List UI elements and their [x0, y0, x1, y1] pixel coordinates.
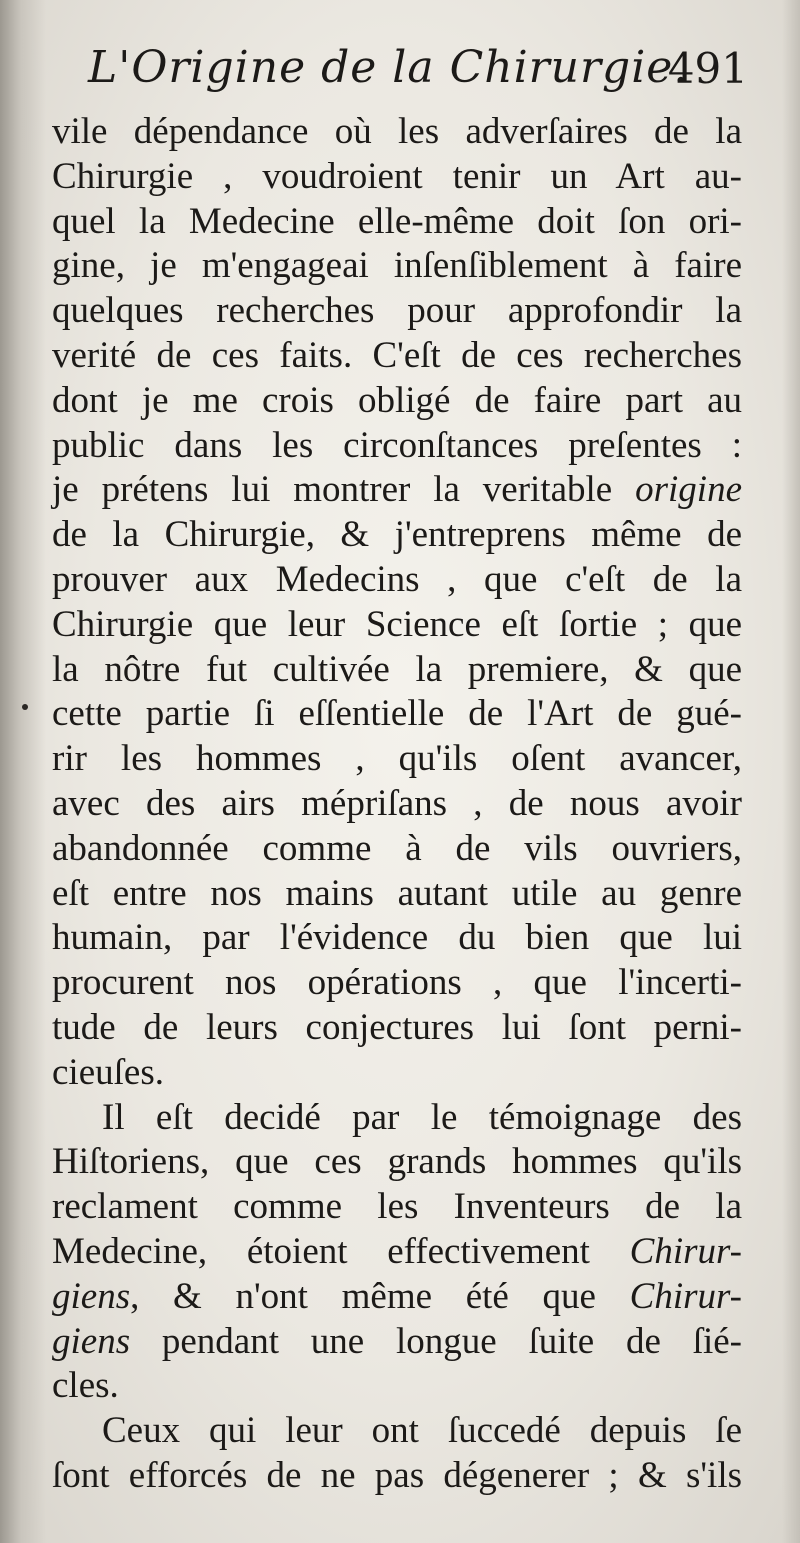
text-line: humain, par l'évidence du bien que lui	[52, 917, 742, 959]
text-line: reclament comme les Inventeurs de la	[52, 1186, 742, 1228]
text-line: Chirurgie , voudroient tenir un Art au-	[52, 155, 742, 197]
margin-dot	[22, 704, 28, 710]
italic-word: giens	[52, 1320, 131, 1362]
text-line: cieuſes.	[52, 1051, 164, 1093]
text-line: procurent nos opérations , que l'incerti-	[52, 962, 742, 1004]
italic-word: Chirur-	[629, 1230, 742, 1272]
text-run: , & n'ont même été que	[130, 1275, 630, 1317]
text-line: verité de ces faits. C'eſt de ces recherches	[52, 334, 742, 376]
page-number: 491	[667, 44, 748, 93]
text-line: cette partie ſi eſſentielle de l'Art de gué-	[52, 693, 742, 735]
text-line: de la Chirurgie, & j'entreprens même de	[52, 514, 742, 556]
text-line: gine, je m'engageai inſenſiblement à faire	[52, 245, 742, 287]
text-line	[52, 1320, 742, 1365]
page-header	[88, 42, 748, 112]
text-line: cles.	[52, 1365, 119, 1407]
italic-word: giens	[52, 1275, 131, 1317]
text-line: quel la Medecine elle-même doit ſon ori-	[52, 200, 742, 242]
text-line: quelques recherches pour approfondir la	[52, 290, 742, 332]
text-line: eſt entre nos mains autant utile au genre	[52, 872, 742, 914]
text-line	[52, 1275, 742, 1320]
text-line: tude de leurs conjectures lui ſont perni-	[52, 1006, 742, 1048]
text-line: avec des airs mépriſans , de nous avoir	[52, 782, 742, 824]
gutter-shadow	[0, 0, 46, 1543]
text-line: Chirurgie que leur Science eſt ſortie ; que	[52, 603, 742, 645]
edge-shadow	[782, 0, 800, 1543]
text-line: abandonnée comme à de vils ouvriers,	[52, 827, 742, 869]
text-run: pendant une longue ſuite de ſié-	[130, 1320, 742, 1362]
text-line: rir les hommes , qu'ils oſent avancer,	[52, 738, 742, 780]
text-line: vile dépendance où les adverſaires de la	[52, 111, 742, 152]
text-line: dont je me crois obligé de faire part au	[52, 379, 742, 421]
italic-word: Chirur-	[629, 1275, 742, 1317]
italic-word: origine	[635, 469, 742, 511]
text-line: Il eſt decidé par le témoignage des	[102, 1096, 742, 1138]
text-line: Ceux qui leur ont ſuccedé depuis ſe	[102, 1410, 742, 1452]
text-line: Hiſtoriens, que ces grands hommes qu'ils	[52, 1141, 742, 1183]
text-line: ſont efforcés de ne pas dégenerer ; & s'ils	[52, 1454, 742, 1496]
text-line	[52, 1230, 742, 1275]
body-text	[52, 110, 742, 1499]
text-line: la nôtre fut cultivée la premiere, & que	[52, 648, 742, 690]
text-run: Medecine, étoient effectivement	[52, 1230, 630, 1272]
running-title: L'Origine de la Chirurgie.	[88, 42, 689, 93]
text-line: prouver aux Medecins , que c'eſt de la	[52, 558, 742, 600]
text-run: je prétens lui montrer la veritable	[52, 469, 636, 511]
text-line: public dans les circonſtances preſentes :	[52, 424, 742, 466]
text-line	[52, 468, 742, 513]
